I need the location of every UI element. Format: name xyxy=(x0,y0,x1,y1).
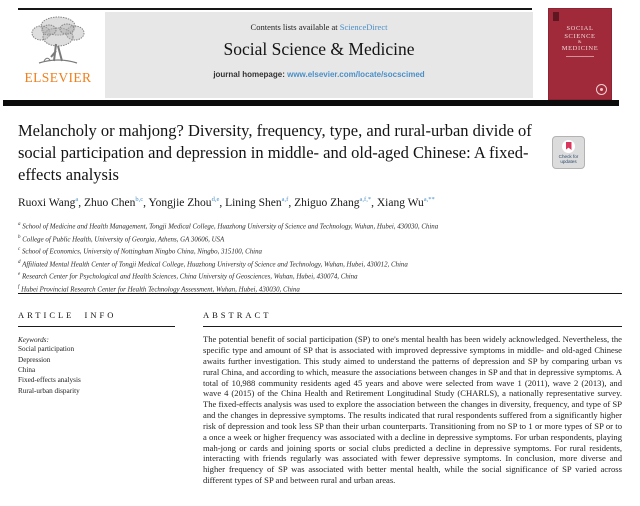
contents-text: Contents lists available at xyxy=(250,22,340,32)
cover-title-line: SCIENCE xyxy=(564,32,596,40)
author-affiliation-sup: b,c xyxy=(135,196,144,203)
author: Ruoxi Wang$^a$, xyxy=(18,196,84,209)
affiliation: $^d$ Affiliated Mental Health Center of Tongji Medical College, Huazhong University of Science and Technology, Wuhan, Hubei, 430012, China xyxy=(18,259,408,268)
crossmark-icon xyxy=(562,140,575,153)
keyword: China xyxy=(18,366,36,374)
author: Yongjie Zhou$^{d,e}$, xyxy=(148,196,226,209)
abstract-text: The potential benefit of social participation (SP) to one's mental health has been widely acknowledged. Nevertheless, the specific type and amount of SP that is associated with improved depressive symptoms in middle- and old-aged Chinese awaits further investigation. This study aimed to understand the patterns of depression and SP by comparing urban vs rural China, and according to which, measure the associations between changes in SP and that in depressive symptoms. A total of 10,988 community residents aged 45 years and above were selected from wave 1 (2011), wave 2 (2013), and wave 4 (2015) of the China Health and Retirement Longitudinal Study (CHARLS), a nationally representative survey. The fixed-effects analysis was used to explore the association between the changes in diversity, frequency, and type of SP and the changes in depressive symptoms. The results indicated that rural respondents suffered from a significantly higher risk of depression and took less SP than their urban counterparts. Transitioning from no SP to 1 or more types of SP or to a once a week or higher frequency was associated with a decline in depressive symptoms. For urban respondents, playing mah-jong or cards and joining sports or social clubs predicted a decline in depressive symptoms. For rural residents, interacting with friends regularly was associated with fewer depressive symptoms. In conclusion, more diverse and higher frequency of SP was associated with better mental health, while the social significance of SP varied across different types of SP and between rural and urban areas. xyxy=(203,334,622,486)
author: Zhiguo Zhang$^{a,f,*}$, xyxy=(294,196,377,209)
keyword: Fixed-effects analysis xyxy=(18,376,81,385)
affiliation: $^c$ School of Economics, University of Nottingham Ningbo China, Ningbo, 315100, China xyxy=(18,247,262,256)
author: Xiang $Wu^{a,**}$ xyxy=(376,196,435,209)
cover-title-line: SOCIAL xyxy=(566,25,594,32)
cover-rule xyxy=(566,56,594,57)
keyword: Social participation xyxy=(18,345,75,354)
author-affiliation-sup: a,f,* xyxy=(359,196,372,203)
homepage-label: journal homepage: xyxy=(213,70,288,79)
section-divider-rule xyxy=(18,293,622,294)
affiliation-list xyxy=(18,220,618,295)
affiliation: $^e$ Research Center for Psychological and Health Sciences, China University of Geosciences, Wuhan, Hubei, 430074, China xyxy=(18,272,358,281)
homepage-line xyxy=(105,70,533,79)
journal-cover-thumbnail[interactable] xyxy=(548,8,612,100)
cover-title xyxy=(548,25,612,52)
keyword: Depression xyxy=(18,355,51,364)
elsevier-logo[interactable] xyxy=(12,13,104,86)
check-for-updates-badge[interactable] xyxy=(552,136,585,169)
author: Lining Shen$^{a,f}$, xyxy=(225,196,295,209)
sciencedirect-link[interactable]: ScienceDirect xyxy=(339,22,388,32)
article-info-section xyxy=(18,310,175,396)
cover-title-line: MEDICINE xyxy=(561,44,599,52)
affiliation: $^a$ School of Medicine and Health Management, Tongji Medical College, Huazhong University of Science and Technology, Wuhan, Hubei, 430030, China xyxy=(18,222,439,231)
article-info-rule xyxy=(18,326,175,327)
article-info-heading: ARTICLE INFO xyxy=(18,310,117,320)
author-list xyxy=(18,196,618,209)
top-rule xyxy=(18,8,532,10)
cover-publisher-mark-icon xyxy=(553,12,559,21)
affiliation: $^f$ Hubei Provincial Research Center for Health Technology Assessment, Wuhan, Hubei, 430030, China xyxy=(18,284,300,293)
abstract-rule xyxy=(203,326,622,327)
elsevier-tree-icon xyxy=(27,13,89,69)
abstract-section xyxy=(203,310,622,486)
elsevier-wordmark: ELSEVIER xyxy=(24,70,92,85)
affiliation: $^b$ College of Public Health, University of Georgia, Athens, GA 30606, USA xyxy=(18,234,225,243)
article-title: Melancholy or mahjong? Diversity, frequency, type, and rural-urban divide of social participation and depression in middle- and old-aged Chinese: A fixed-effects analysis xyxy=(18,121,532,184)
author: Zhuo Chen$^{b,c}$, xyxy=(83,196,149,209)
check-for-updates-label: Check for updates xyxy=(558,154,579,165)
cover-title-line: & xyxy=(577,39,583,44)
journal-banner xyxy=(105,12,533,98)
journal-title: Social Science & Medicine xyxy=(223,39,415,59)
cover-emblem-icon xyxy=(596,84,607,95)
header-divider-bar xyxy=(3,100,619,106)
keyword: Rural-urban disparity xyxy=(18,386,80,395)
journal-homepage-link[interactable]: www.elsevier.com/locate/socscimed xyxy=(287,70,425,79)
author-affiliation-sup: a xyxy=(75,196,79,203)
author-affiliation-sup: d,e xyxy=(211,196,220,203)
contents-line xyxy=(105,22,533,32)
abstract-heading: ABSTRACT xyxy=(203,310,272,320)
author-affiliation-sup: a,** xyxy=(423,196,435,203)
author-affiliation-sup: a,f xyxy=(281,196,289,203)
keywords-label: Keywords: xyxy=(18,336,49,345)
